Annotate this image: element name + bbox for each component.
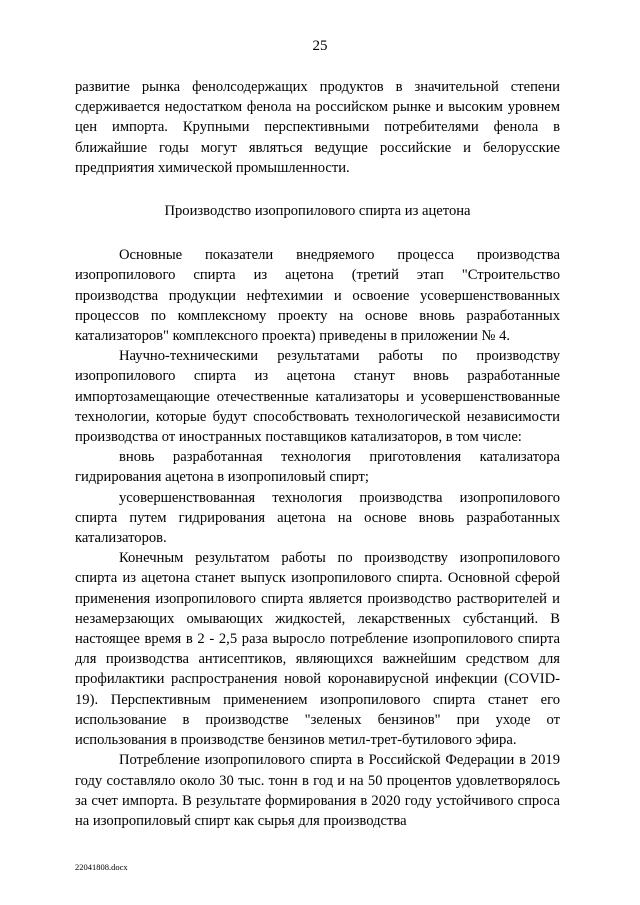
- page-number: 25: [312, 38, 328, 54]
- paragraph: вновь разработанная технология приготовления катализатора гидрирования ацетона в изопропиловый спирт;: [75, 449, 560, 486]
- document-body: [75, 77, 560, 831]
- paragraph-continuation: развитие рынка фенолсодержащих продуктов в значительной степени сдерживается недостатком фенола на российском рынке и высоким уровнем цен импорта. Крупными перспективными потребителями фенола в ближайшие годы могут являться ведущие российские и белорусские предприятия химической промышленности.: [75, 79, 560, 176]
- paragraph: Научно-техническими результатами работы по производству изопропилового спирта из ацетона станут вновь разработанные импортозамещающие отечественные катализаторы и усовершенствованные технологии, которые будут способствовать технологической независимости производства от иностранных поставщиков катализаторов, в том числе:: [75, 348, 560, 446]
- section-heading: Производство изопропилового спирта из ацетона: [164, 203, 471, 220]
- paragraph: Основные показатели внедряемого процесса производства изопропилового спирта из ацетона (третий этап "Строительство производства продукции нефтехимии и освоение усовершенствованных процессов по комплексному проекту на основе вновь разработанных катализаторов" комплексного проекта) приведены в приложении № 4.: [75, 247, 560, 345]
- paragraph: Потребление изопропилового спирта в Российской Федерации в 2019 году составляло около 30 тыс. тонн в год и на 50 процентов удовлетворялось за счет импорта. В результате формирования в 2020 году устойчивого спроса на изопропиловый спирт как сырья для производства: [75, 752, 560, 829]
- paragraph: Конечным результатом работы по производству изопропилового спирта из ацетона станет выпуск изопропилового спирта. Основной сферой применения изопропилового спирта является производство растворителей и незамерзающих омывающих жидкостей, лекарственных субстанций. В настоящее время в 2 - 2,5 раза выросло потребление изопропилового спирта для производства антисептиков, являющихся важнейшим средством для профилактики распространения новой коронавирусной инфекции (COVID-19). Перспективным применением изопропилового спирта станет его использование в производстве "зеленых бензинов" при уходе от использования в производстве бензинов метил-трет-бутилового эфира.: [75, 550, 560, 749]
- file-name-footer: 22041808.docx: [75, 862, 128, 872]
- paragraph: усовершенствованная технология производства изопропилового спирта путем гидрирования ацетона на основе вновь разработанных катализаторов.: [75, 489, 560, 547]
